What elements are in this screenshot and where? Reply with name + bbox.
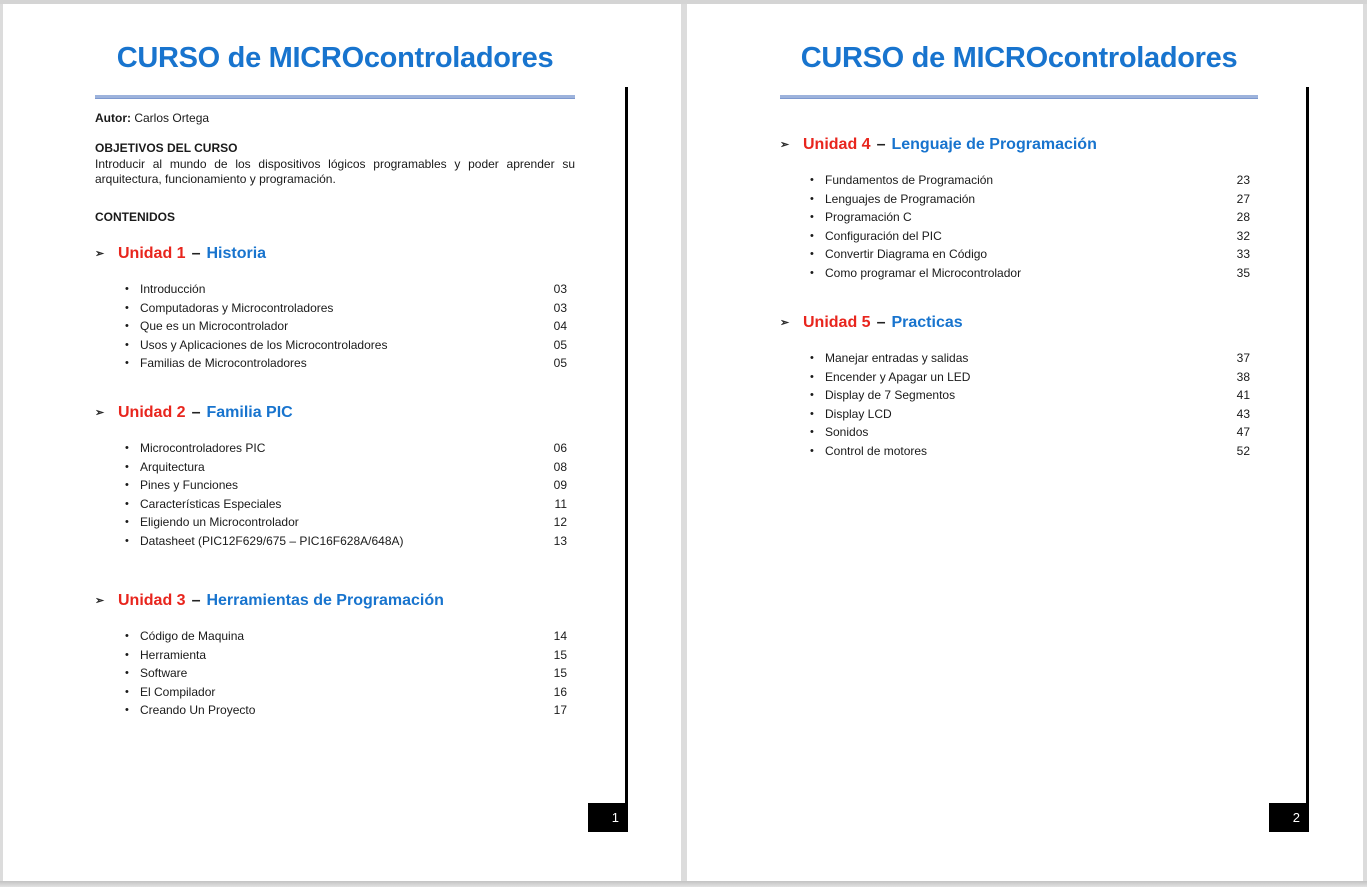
arrow-bullet-icon: ➢ [780, 317, 790, 329]
toc-item-title: Microcontroladores PIC [140, 441, 266, 456]
toc-item-page: 11 [554, 496, 567, 511]
bullet-icon: • [810, 407, 814, 420]
toc-item-page: 05 [553, 356, 567, 371]
toc-item-title: Código de Maquina [140, 629, 245, 644]
toc-item-page: 37 [1236, 351, 1250, 366]
page-edge-bar [625, 87, 628, 803]
bullet-icon: • [125, 667, 129, 680]
bullet-icon: • [810, 444, 814, 457]
page-edge-bar [1306, 87, 1309, 803]
toc-item-title: Encender y Apagar un LED [825, 369, 971, 384]
author-name: Carlos Ortega [134, 111, 210, 125]
arrow-bullet-icon: ➢ [780, 139, 790, 151]
toc-item [810, 405, 1250, 424]
bullet-icon: • [125, 648, 129, 661]
toc-item-page: 15 [553, 666, 567, 681]
toc-item [810, 245, 1250, 264]
toc-item [810, 264, 1250, 283]
page-number: 2 [1292, 810, 1300, 825]
toc-item [125, 299, 567, 318]
unit-3-section [95, 591, 575, 720]
objectives-text: Introducir al mundo de los dispositivos lógicos programables y poder aprender su arquitectura, funcionamiento y programación. [95, 157, 575, 186]
toc-item [810, 423, 1250, 442]
unit-1-toc-list [95, 280, 575, 373]
bullet-icon: • [810, 426, 814, 439]
toc-item-page: 27 [1236, 191, 1250, 206]
arrow-bullet-icon: ➢ [95, 248, 105, 260]
toc-item-title: Fundamentos de Programación [825, 173, 994, 188]
unit-name: Lenguaje de Programación [891, 136, 1097, 153]
unit-5-toc-list [780, 349, 1258, 460]
bullet-icon: • [810, 211, 814, 224]
unit-5-section [780, 313, 1258, 460]
unit-label: Unidad 5 [803, 314, 871, 331]
bullet-icon: • [125, 685, 129, 698]
bullet-icon: • [125, 283, 129, 296]
toc-item-title: Como programar el Microcontrolador [825, 265, 1022, 280]
toc-item-title: Usos y Aplicaciones de los Microcontroladores [140, 337, 388, 352]
unit-label: Unidad 1 [118, 245, 186, 262]
toc-item-title: Programación C [825, 210, 912, 225]
bullet-icon: • [810, 229, 814, 242]
toc-item-page: 16 [553, 684, 567, 699]
bullet-icon: • [125, 704, 129, 717]
toc-item-title: Configuración del PIC [825, 228, 942, 243]
toc-item-page: 15 [553, 647, 567, 662]
bullet-icon: • [810, 174, 814, 187]
unit-2-heading [95, 403, 575, 424]
author-line [95, 111, 209, 125]
toc-item-page: 08 [553, 459, 567, 474]
unit-5-heading [780, 313, 1258, 334]
unit-dash: – [191, 245, 201, 262]
toc-item [810, 208, 1250, 227]
toc-item [810, 442, 1250, 461]
toc-item [125, 532, 567, 551]
toc-item-page: 13 [553, 533, 567, 548]
toc-item [125, 627, 567, 646]
toc-item [810, 368, 1250, 387]
unit-label: Unidad 4 [803, 136, 871, 153]
toc-item [810, 349, 1250, 368]
toc-item-page: 05 [553, 337, 567, 352]
page-title: CURSO de MICROcontroladores [800, 42, 1238, 74]
unit-1-section [95, 244, 575, 373]
toc-item-page: 52 [1236, 443, 1250, 458]
unit-4-section [780, 135, 1258, 282]
bullet-icon: • [125, 630, 129, 643]
contents-heading: CONTENIDOS [95, 210, 176, 224]
toc-item-page: 14 [553, 629, 567, 644]
toc-item [125, 439, 567, 458]
arrow-bullet-icon: ➢ [95, 595, 105, 607]
toc-item [125, 495, 567, 514]
toc-item-title: Pines y Funciones [140, 478, 239, 493]
toc-item [125, 354, 567, 373]
toc-item-page: 09 [553, 478, 567, 493]
toc-item [125, 513, 567, 532]
toc-item [810, 171, 1250, 190]
toc-item [125, 280, 567, 299]
toc-item [125, 701, 567, 720]
toc-item [125, 664, 567, 683]
toc-item-title: Familias de Microcontroladores [140, 356, 307, 371]
toc-item-page: 38 [1236, 369, 1250, 384]
toc-item [125, 683, 567, 702]
toc-item-page: 03 [553, 300, 567, 315]
bullet-icon: • [125, 497, 129, 510]
bullet-icon: • [810, 389, 814, 402]
bullet-icon: • [125, 320, 129, 333]
bullet-icon: • [810, 192, 814, 205]
unit-4-toc-list [780, 171, 1258, 282]
toc-item-page: 23 [1236, 173, 1250, 188]
title-underline [95, 95, 575, 99]
bullet-icon: • [810, 266, 814, 279]
unit-4-heading [780, 135, 1258, 156]
toc-item-title: Control de motores [825, 443, 928, 458]
toc-item-title: Que es un Microcontrolador [140, 319, 289, 334]
unit-1-heading [95, 244, 575, 265]
toc-item-title: Lenguajes de Programación [825, 191, 976, 206]
toc-item-title: Creando Un Proyecto [140, 703, 256, 718]
toc-item-title: Herramienta [140, 647, 207, 662]
bullet-icon: • [125, 479, 129, 492]
toc-item-title: Eligiendo un Microcontrolador [140, 515, 299, 530]
page-number-badge [1269, 803, 1309, 832]
author-label: Autor: [95, 111, 131, 125]
toc-item-title: Arquitectura [140, 459, 205, 474]
bullet-icon: • [810, 370, 814, 383]
toc-item-title: Características Especiales [140, 496, 282, 511]
toc-item-title: Display LCD [825, 406, 892, 421]
toc-item [125, 476, 567, 495]
toc-item-page: 33 [1236, 247, 1250, 262]
unit-dash: – [191, 404, 201, 421]
document-page-1 [3, 4, 681, 881]
toc-item-page: 03 [553, 282, 567, 297]
unit-label: Unidad 2 [118, 404, 186, 421]
bullet-icon: • [810, 248, 814, 261]
toc-item-title: Convertir Diagrama en Código [825, 247, 988, 262]
objectives-heading: OBJETIVOS DEL CURSO [95, 141, 238, 155]
toc-item-page: 06 [553, 441, 567, 456]
unit-dash: – [876, 314, 886, 331]
toc-item [125, 336, 567, 355]
page-title: CURSO de MICROcontroladores [116, 42, 554, 74]
toc-item-page: 32 [1236, 228, 1250, 243]
bullet-icon: • [125, 534, 129, 547]
toc-item-page: 17 [553, 703, 567, 718]
toc-item [125, 317, 567, 336]
toc-item-title: Computadoras y Microcontroladores [140, 300, 334, 315]
toc-item-title: Datasheet (PIC12F629/675 – PIC16F628A/648A) [140, 533, 404, 548]
toc-item-title: Manejar entradas y salidas [825, 351, 969, 366]
toc-item-title: Display de 7 Segmentos [825, 388, 956, 403]
toc-item-title: Software [140, 666, 188, 681]
bullet-icon: • [810, 352, 814, 365]
unit-name: Familia PIC [206, 404, 293, 421]
unit-dash: – [876, 136, 886, 153]
toc-item-title: Sonidos [825, 425, 869, 440]
bullet-icon: • [125, 301, 129, 314]
unit-name: Historia [206, 245, 267, 262]
unit-3-toc-list [95, 627, 575, 720]
arrow-bullet-icon: ➢ [95, 407, 105, 419]
bullet-icon: • [125, 442, 129, 455]
toc-item [125, 646, 567, 665]
unit-name: Practicas [891, 314, 963, 331]
toc-item [810, 227, 1250, 246]
unit-label: Unidad 3 [118, 592, 186, 609]
document-page-2 [687, 4, 1363, 881]
bullet-icon: • [125, 460, 129, 473]
toc-item-title: El Compilador [140, 684, 216, 699]
page-number-badge [588, 803, 628, 832]
toc-item-page: 47 [1236, 425, 1250, 440]
bullet-icon: • [125, 357, 129, 370]
toc-item-page: 04 [553, 319, 567, 334]
page-number: 1 [611, 810, 619, 825]
unit-2-section [95, 403, 575, 550]
unit-3-heading [95, 591, 575, 612]
bullet-icon: • [125, 516, 129, 529]
toc-item-page: 12 [553, 515, 567, 530]
viewer-bottom-border [0, 881, 1367, 887]
toc-item-page: 35 [1236, 265, 1250, 280]
title-underline [780, 95, 1258, 99]
toc-item [810, 386, 1250, 405]
toc-item [125, 458, 567, 477]
unit-name: Herramientas de Programación [206, 592, 444, 609]
bullet-icon: • [125, 338, 129, 351]
toc-item [810, 190, 1250, 209]
toc-item-page: 41 [1236, 388, 1250, 403]
toc-item-page: 28 [1236, 210, 1250, 225]
toc-item-title: Introducción [140, 282, 206, 297]
toc-item-page: 43 [1236, 406, 1250, 421]
unit-2-toc-list [95, 439, 575, 550]
unit-dash: – [191, 592, 201, 609]
